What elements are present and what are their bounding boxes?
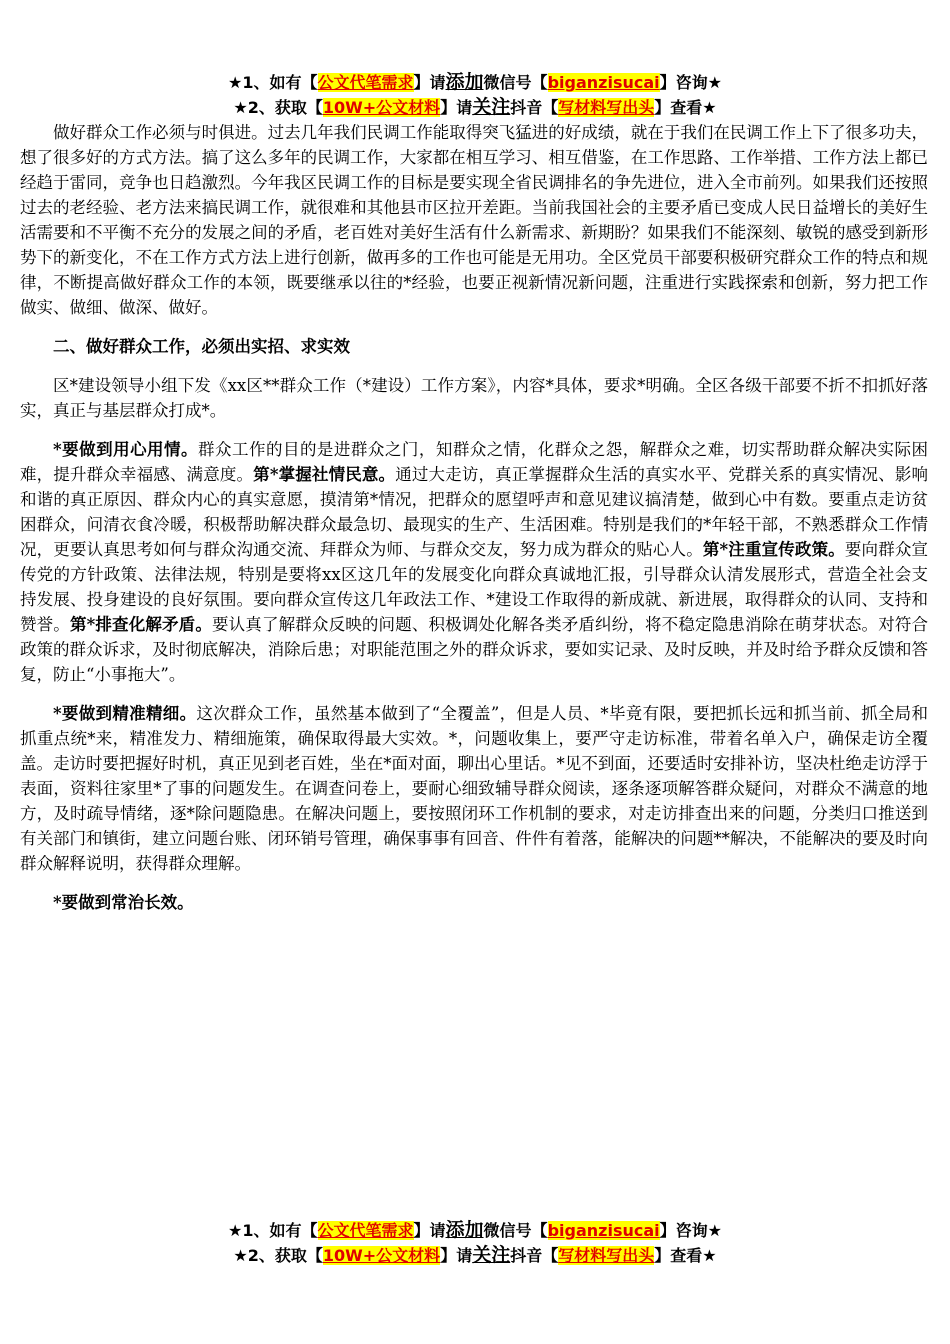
paragraph-text: 要向群众宣传党的方针政策、法律法规，特别是要将xx区这几年的发展变化向群众真诚地汇报，引导群众认清发展形式，营造全社会支持发展、投身建设的良好氛围。要向群众宣传这几年政法工作、*建设工作取得的新成就、新进展，取得群众的认同、支持和赞誉。 — [20, 540, 929, 634]
banner-text: 】请 — [413, 73, 446, 92]
bold-lead: *要做到常治长效。 — [53, 893, 194, 912]
banner-text: 】咨询★ — [659, 1221, 722, 1240]
banner-text: 】查看★ — [654, 1246, 717, 1265]
paragraph: 做好群众工作必须与时俱进。过去几年我们民调工作能取得突飞猛进的好成绩，就在于我们在民调工作上下了很多功夫，想了很多好的方式方法。搞了这么多年的民调工作，大家都在相互学习、相互借鉴，在工作思路、工作举措、工作方法上都已经趋于雷同，竞争也日趋激烈。今年我区民调工作的目标是要实现全省民调排名的争先进位，进入全市前列。如果我们还按照过去的老经验、老方法来搞民调工作，就很难和其他县市区拉开差距。当前我国社会的主要矛盾已变成人民日益增长的美好生活需要和不平衡不充分的发展之间的矛盾，老百姓对美好生活有什么新需求、新期盼？如果我们不能深刻、敏锐的感受到新形势下的新变化，不在工作方式方法上进行创新，做再多的工作也可能是无用功。全区党员干部要积极研究群众工作的特点和规律，不断提高做好群众工作的本领，既要继承以往的*经验，也要正视新情况新问题，注重进行实践探索和创新，努力把工作做实、做细、做深、做好。 — [20, 123, 928, 317]
paragraph — [20, 890, 928, 915]
banner-text: 】咨询★ — [659, 73, 722, 92]
bold-lead: 第*掌握社情民意。 — [253, 465, 396, 484]
banner-text: 微信号【 — [483, 1221, 548, 1240]
paragraph: 区*建设领导小组下发《xx区**群众工作（*建设）工作方案》，内容*具体，要求*明确。全区各级干部要不折不扣抓好落实，真正与基层群众打成*。 — [20, 376, 928, 420]
banner-text: ★2、获取【 — [233, 98, 323, 117]
banner-emphasis: 关注 — [472, 96, 511, 118]
banner-text: 】请 — [440, 1246, 473, 1265]
banner-text: 抖音【 — [510, 98, 559, 117]
paragraph-text: 要认真了解群众反映的问题、积极调处化解各类矛盾纠纷，将不稳定隐患消除在萌芽状态。对符合政策的群众诉求，及时彻底解决，消除后患；对职能范围之外的群众诉求，要如实记录、及时反映，并及时给予群众反馈和答复，防止“小事拖大”。 — [20, 615, 929, 684]
banner-emphasis: 添加 — [445, 71, 484, 93]
banner-text: ★1、如有【 — [228, 1221, 318, 1240]
banner-line-1 — [0, 1218, 950, 1243]
banner-emphasis: 关注 — [472, 1244, 511, 1266]
footer-banner — [0, 1218, 950, 1268]
banner-highlight: 10W+公文材料 — [322, 1246, 441, 1265]
paragraph-text: 这次群众工作，虽然基本做到了“全覆盖”，但是人员、*毕竟有限，要把抓长远和抓当前、抓全局和抓重点统*来，精准发力、精细施策，确保取得最大实效。*，问题收集上，要严守走访标准，带着名单入户，确保走访全覆盖。走访时要把握好时机，真正见到老百姓，坐在*面对面，聊出心里话。*见不到面，还要适时安排补访，坚决杜绝走访浮于表面，资料往家里*了事的问题发生。在调查问卷上，要耐心细致辅导群众阅读，逐条逐项解答群众疑问，对群众不满意的地方，及时疏导情绪，逐*除问题隐患。在解决问题上，要按照闭环工作机制的要求，对走访排查出来的问题，分类归口推送到有关部门和镇街，建立问题台账、闭环销号管理，确保事事有回音、件件有着落，能解决的问题**解决，不能解决的要及时向群众解释说明，获得群众理解。 — [20, 704, 928, 873]
banner-highlight: 写材料写出头 — [558, 98, 655, 117]
paragraph-text: 群众工作的目的是进群众之门，知群众之情，化群众之怨，解群众之难，切实帮助群众解决实际困难，提升群众幸福感、满意度。 — [20, 440, 928, 484]
banner-text: 】请 — [440, 98, 473, 117]
bold-lead: 第*排查化解矛盾。 — [69, 615, 212, 634]
banner-emphasis: 添加 — [445, 1219, 484, 1241]
banner-line-2 — [0, 95, 950, 120]
banner-line-2 — [0, 1243, 950, 1268]
banner-text: 微信号【 — [483, 73, 548, 92]
banner-highlight: 10W+公文材料 — [322, 98, 441, 117]
document-body — [20, 120, 928, 915]
paragraph — [20, 701, 928, 876]
paragraph — [20, 437, 928, 687]
paragraph-text: 通过大走访，真正掌握群众生活的真实水平、党群关系的真实情况、影响和谐的真正原因、群众内心的真实意愿，摸清第*情况，把群众的愿望呼声和意见建议搞清楚，做到心中有数。要重点走访贫困群众，问清衣食冷暖，积极帮助解决群众最急切、最现实的生产、生活困难。特别是我们的*年轻干部，不熟悉群众工作情况，更要认真思考如何与群众沟通交流、拜群众为师、与群众交友，努力成为群众的贴心人。 — [20, 465, 929, 559]
bold-lead: 第*注重宣传政策。 — [702, 540, 845, 559]
banner-text: ★2、获取【 — [233, 1246, 323, 1265]
banner-highlight: biganzisucai — [547, 73, 660, 92]
banner-text: 】查看★ — [654, 98, 717, 117]
section-heading: 二、做好群众工作，必须出实招、求实效 — [53, 337, 350, 356]
banner-highlight: 写材料写出头 — [558, 1246, 655, 1265]
bold-lead: *要做到精准精细。 — [53, 704, 197, 723]
banner-text: 抖音【 — [510, 1246, 559, 1265]
banner-highlight: 公文代笔需求 — [317, 73, 414, 92]
banner-highlight: 公文代笔需求 — [317, 1221, 414, 1240]
header-banner — [0, 70, 950, 120]
banner-text: ★1、如有【 — [228, 73, 318, 92]
banner-line-1 — [0, 70, 950, 95]
banner-text: 】请 — [413, 1221, 446, 1240]
bold-lead: *要做到用心用情。 — [53, 440, 199, 459]
banner-highlight: biganzisucai — [547, 1221, 660, 1240]
